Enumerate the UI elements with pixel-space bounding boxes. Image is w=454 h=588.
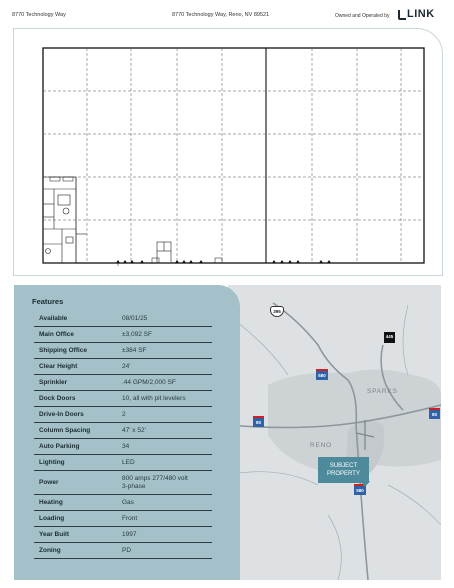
- link-logo: [397, 8, 441, 22]
- feature-value-line: 1997: [122, 531, 137, 538]
- feature-value: [122, 459, 135, 467]
- feature-value-line-2: 3-phase: [122, 483, 146, 490]
- feature-value-line: 2: [122, 411, 126, 418]
- feature-label: Drive-In Doors: [39, 411, 84, 418]
- feature-row: [34, 391, 212, 407]
- subject-pointer: [360, 481, 370, 487]
- feature-row: [34, 343, 212, 359]
- feature-row: [34, 439, 212, 455]
- feature-label: Power: [39, 479, 59, 486]
- floor-plan-card: [13, 28, 443, 276]
- map-label-sparks: SPARKS: [367, 388, 398, 395]
- floor-plan-drawing: [14, 29, 444, 277]
- nv-445-shield: 445: [384, 332, 395, 343]
- feature-value-line: 34: [122, 443, 130, 450]
- feature-value: [122, 379, 176, 387]
- header-address-full: 8770 Technology Way, Reno, NV 89521: [172, 12, 270, 18]
- feature-value: [122, 499, 134, 507]
- map-drawing: [228, 285, 441, 580]
- feature-row: [34, 543, 212, 559]
- feature-value-line: 24': [122, 363, 131, 370]
- feature-label: Zoning: [39, 547, 61, 554]
- feature-value-line: PD: [122, 547, 132, 554]
- feature-value-line: ±384 SF: [122, 347, 147, 354]
- feature-row: [34, 527, 212, 543]
- header-address-short: 8770 Technology Way: [12, 12, 66, 18]
- feature-row: [34, 359, 212, 375]
- features-title: Features: [32, 297, 64, 306]
- feature-row: [34, 423, 212, 439]
- feature-value: [122, 347, 147, 355]
- feature-value-line: 10, all with pit levelers: [122, 395, 186, 402]
- header-owned-text: Owned and Operated by: [335, 13, 390, 19]
- feature-value: [122, 427, 146, 435]
- page-header: [0, 0, 454, 26]
- feature-value-line: LED: [122, 459, 135, 466]
- feature-label: Main Office: [39, 331, 75, 338]
- subject-property-marker: [318, 457, 369, 483]
- feature-label: Auto Parking: [39, 443, 80, 450]
- feature-value-line: Gas: [122, 499, 134, 506]
- feature-row: [34, 455, 212, 471]
- feature-row: [34, 327, 212, 343]
- location-map: [228, 285, 441, 580]
- feature-value: [122, 331, 152, 339]
- feature-row: [34, 471, 212, 495]
- feature-label: Available: [39, 315, 68, 322]
- feature-value: [122, 395, 186, 403]
- feature-row: [34, 407, 212, 423]
- subject-line-2: PROPERTY: [327, 471, 360, 477]
- feature-label: Column Spacing: [39, 427, 91, 434]
- feature-value: [122, 531, 136, 539]
- i-580-shield-bottom: 580: [354, 484, 366, 495]
- feature-value-line: ±3,092 SF: [122, 331, 152, 338]
- feature-value: [122, 515, 137, 523]
- feature-row: [34, 311, 212, 327]
- feature-value: [122, 411, 126, 419]
- feature-row: [34, 495, 212, 511]
- us-395-shield: 395: [270, 306, 284, 317]
- i-80-shield-left: 80: [253, 416, 264, 427]
- feature-label: Loading: [39, 515, 65, 522]
- i-580-shield-top: 580: [316, 369, 328, 380]
- logo-text: LINK: [407, 8, 435, 20]
- map-label-reno: RENO: [310, 442, 332, 449]
- subject-line-1: SUBJECT: [329, 463, 358, 469]
- feature-label: Sprinkler: [39, 379, 68, 386]
- feature-value: [122, 547, 131, 555]
- feature-value-line: 800 amps 277/480 volt: [122, 475, 188, 482]
- feature-value: [122, 315, 147, 323]
- lower-section: [14, 285, 441, 580]
- feature-value-line: Front: [122, 515, 138, 522]
- i-80-shield-right: 80: [429, 408, 440, 419]
- feature-value-line: 08/01/25: [122, 315, 148, 322]
- features-panel: [14, 285, 240, 580]
- feature-row: [34, 375, 212, 391]
- feature-label: Dock Doors: [39, 395, 76, 402]
- feature-label: Lighting: [39, 459, 65, 466]
- feature-value-line: 47' x 52': [122, 427, 146, 434]
- feature-value: [122, 443, 129, 451]
- feature-value: [122, 475, 188, 491]
- feature-label: Heating: [39, 499, 63, 506]
- feature-label: Shipping Office: [39, 347, 88, 354]
- feature-row: [34, 511, 212, 527]
- feature-value: [122, 363, 130, 371]
- feature-label: Clear Height: [39, 363, 78, 370]
- link-logo-icon: [397, 10, 406, 20]
- feature-value-line: .44 GPM/2,000 SF: [122, 379, 176, 386]
- feature-label: Year Built: [39, 531, 69, 538]
